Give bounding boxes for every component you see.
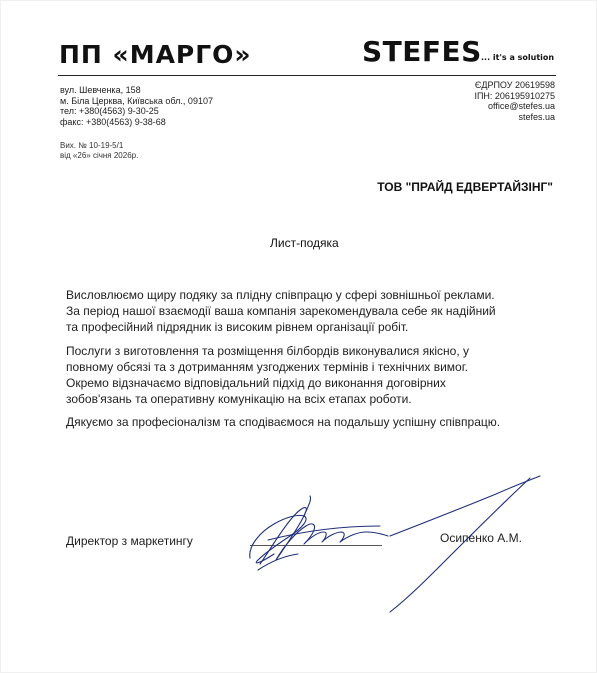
signatory-position: Директор з маркетингу bbox=[66, 534, 193, 548]
brand-logo: STEFES bbox=[362, 35, 482, 68]
address-line: м. Біла Церква, Київська обл., 09107 bbox=[60, 95, 213, 106]
website-line: stefes.ua bbox=[518, 111, 555, 122]
company-address bbox=[60, 85, 213, 127]
edrpou-line: ЄДРПОУ 20619598 bbox=[474, 80, 555, 90]
text-line: Послуги з виготовлення та розміщення білбордів виконувалися якісно, у bbox=[66, 344, 470, 358]
text-line: зобов'язань та оперативну комунікацію на всіх етапах роботи. bbox=[66, 392, 412, 406]
fax-line: факс: +380(4563) 9-38-68 bbox=[60, 116, 166, 127]
handwritten-signature bbox=[240, 470, 570, 620]
signatory-name: Осипенко А.М. bbox=[440, 531, 522, 545]
company-requisites bbox=[474, 80, 555, 122]
phone-line: тел: +380(4563) 9-30-25 bbox=[60, 106, 159, 116]
company-name: ПП «МАРГО» bbox=[59, 40, 252, 69]
text-line: Дякуємо за професіоналізм та сподіваємося на подальшу успішну співпрацю. bbox=[66, 415, 501, 429]
brand-tagline: ... it's a solution bbox=[481, 53, 555, 62]
outgoing-number: Вих. № 10-19-5/1 bbox=[60, 141, 124, 150]
header-divider bbox=[58, 75, 556, 76]
ipn-line: ІПН: 206195910275 bbox=[474, 90, 555, 101]
email-line: office@stefes.ua bbox=[487, 101, 555, 111]
text-line: Висловлюємо щиру подяку за плідну співпрацю у сфері зовнішньої реклами. bbox=[66, 288, 495, 302]
text-line: Окремо відзначаємо відповідальний підхід до виконання договірних bbox=[66, 376, 446, 390]
address-line: вул. Шевченка, 158 bbox=[60, 85, 141, 95]
outgoing-date: від «26» січня 2026р. bbox=[60, 150, 139, 160]
outgoing-reference bbox=[60, 141, 138, 160]
addressee: ТОВ "ПРАЙД ЕДВЕРТАЙЗІНГ" bbox=[377, 180, 553, 194]
paragraph-2 bbox=[66, 343, 566, 407]
paragraph-3 bbox=[66, 414, 566, 430]
text-line: повному обсязі та з дотриманням узгоджених термінів і технічних вимог. bbox=[66, 360, 468, 374]
paragraph-1 bbox=[66, 287, 566, 335]
letter-title: Лист-подяка bbox=[270, 236, 339, 250]
text-line: За період нашої взаємодії ваша компанія зарекомендувала себе як надійний bbox=[66, 304, 496, 318]
text-line: та професійний підрядник із високим рівнем організації робіт. bbox=[66, 320, 409, 334]
